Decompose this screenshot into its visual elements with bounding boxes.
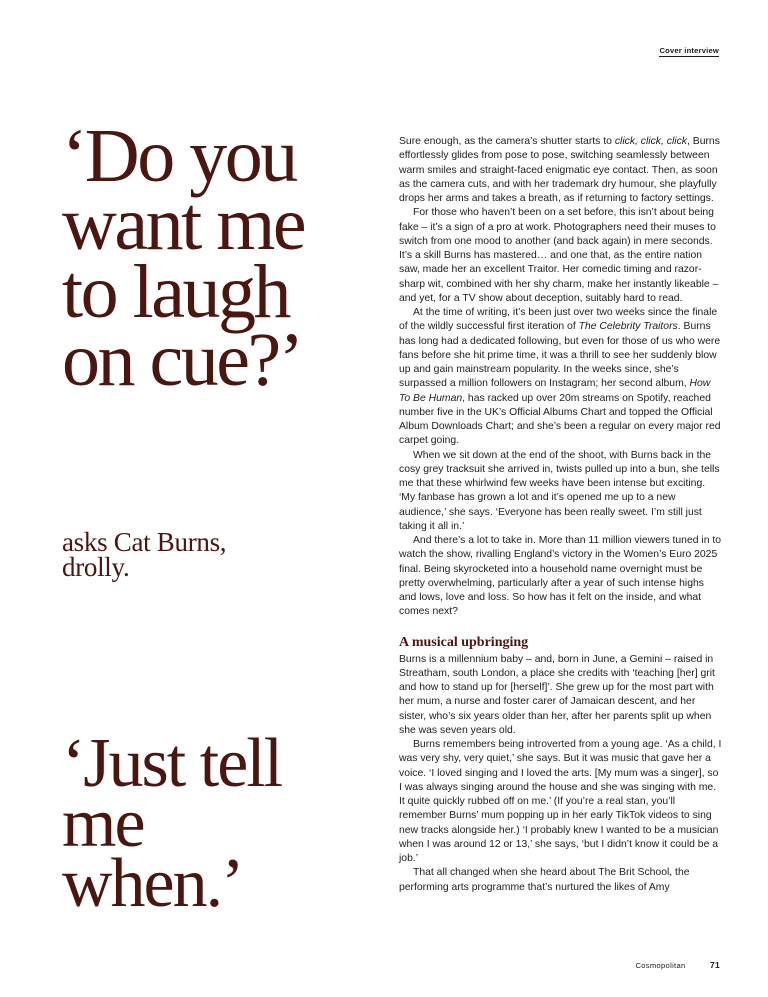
article-paragraph [399, 534, 722, 620]
pull-quote-primary: ‘Do you want me to laugh on cue?’ [62, 114, 305, 402]
article-paragraph [399, 653, 722, 739]
paragraph-text: , has racked up over 20m streams on Spotify, reached number five in the UK’s Official Albums Chart and topped the Official Album Downloads Chart; and she’s been a regular on every major red carpet going. [399, 392, 721, 447]
page-footer [635, 960, 720, 970]
section-label: Cover interview [659, 46, 719, 55]
paragraph-text: When we sit down at the end of the shoot, with Burns back in the cosy grey tracksuit she arrived in, twists pulled up into a bun, she tells me that these whirlwind few weeks have been intense but exciting. ‘My fanbase has grown a lot and it’s opened me up to a new audience,’ she says. ‘Everyone has been really sweet. I’m still just taking it all in.’ [399, 449, 720, 532]
paragraph-text: For those who haven’t been on a set before, this isn’t about being fake – it’s a sign of a pro at work. Photographers need their muses to switch from one mood to another (and back again) in mere seconds. It’s a skill Burns has mastered… and one that, as the entire nation saw, made her an excellent Traitor. Her comedic timing and razor-sharp wit, combined with her shy charm, make her instantly likeable – and yet, for a TV show about deception, suitably hard to read. [399, 207, 719, 304]
article-section-upbringing [399, 653, 722, 895]
paragraph-text: , Burns effortlessly glides from pose to pose, switching seamlessly between warm smiles and straight-faced enigmatic eye contact. Then, as soon as the camera cuts, and with her trademark dry humour, she playfully drops her arms and takes a breath, as if returning to factory settings. [399, 136, 720, 204]
article-paragraph [399, 206, 722, 306]
paragraph-text: Sure enough, as the camera’s shutter starts to [399, 136, 615, 147]
article-paragraph [399, 866, 722, 895]
article-paragraph [399, 449, 722, 535]
paragraph-text: Burns remembers being introverted from a young age. ‘As a child, I was very shy, very quiet,’ she says. But it was music that gave her a voice. ‘I loved singing and I loved the arts. [My mum was a singer], so I was always singing around the house and she was singing with me. It quite quickly rubbed off on me.’ (If you’re a real stan, you’ll remember Burns’ mum popping up in her early TikTok videos to sing new tracks alongside her.) ‘I probably knew I wanted to be a musician when I was around 12 or 13,’ she says, ‘but I didn’t know it could be a job.’ [399, 739, 722, 864]
italic-text: click, click, click [614, 136, 687, 147]
paragraph-text: At the time of writing, it’s been just over two weeks since the finale of the wildly successful first iteration of [399, 307, 718, 333]
pull-quote-attribution: asks Cat Burns, drolly. [62, 527, 227, 582]
article-paragraph [399, 738, 722, 866]
article-subheading: A musical upbringing [399, 634, 529, 650]
paragraph-text: . Burns has long had a dedicated following, but even for those of us who were fans before she hit prime time, it was a thrill to see her suddenly blow up and gain mainstream popularity. In the weeks since, she’s surpassed a million followers on Instagram; her second album, [399, 321, 721, 390]
magazine-name: Cosmopolitan [635, 961, 686, 970]
paragraph-text: And there’s a lot to take in. More than 11 million viewers tuned in to watch the show, rivalling England’s victory in the Women’s Euro 2025 final. Being skyrocketed into a household name overnight must be pretty overwhelming, particularly after a year of such intense highs and lows, love and loss. So how has it felt on the inside, and what comes next? [399, 535, 722, 618]
paragraph-text: Burns is a millennium baby – and, born in June, a Gemini – raised in Streatham, south London, a place she credits with ‘teaching [her] grit and how to stand up for [herself]’. She grew up for the most part with her mum, a nurse and foster carer of Jamaican descent, and her sister, who’s six years older than her, after her parents split up when she was seven years old. [399, 653, 715, 736]
paragraph-text: That all changed when she heard about The Brit School, the performing arts programme that’s nurtured the likes of Amy [399, 867, 690, 893]
italic-text: The Celebrity Traitors [578, 321, 678, 333]
italic-text: How To Be Human [399, 378, 711, 404]
article-body [399, 135, 722, 895]
article-paragraph [399, 306, 722, 449]
page-number: 71 [709, 960, 720, 970]
pull-quote-secondary: ‘Just tell me when.’ [62, 725, 282, 922]
article-section-intro [399, 135, 722, 620]
article-paragraph [399, 135, 722, 206]
